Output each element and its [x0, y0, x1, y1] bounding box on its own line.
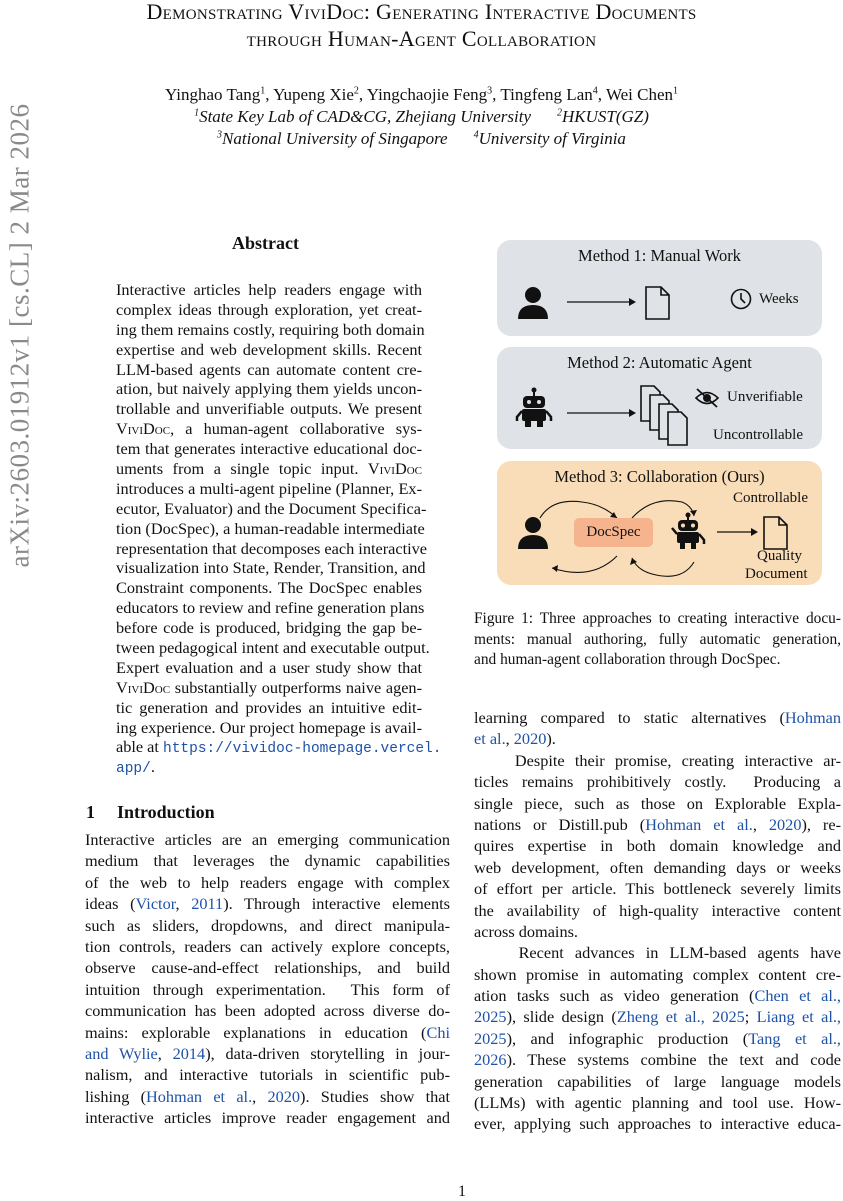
author-name: Yupeng Xie — [273, 85, 354, 104]
text-line — [116, 360, 422, 380]
arrow-icon — [567, 297, 637, 307]
text-run: visualization into State, Render, Transition, and — [116, 558, 426, 578]
text-line — [474, 878, 841, 899]
text-run: ). Through interactive elements — [223, 894, 450, 914]
author-name: Yinghao Tang — [164, 85, 261, 104]
text-run: nations or Distill.pub ( — [474, 814, 646, 834]
text-line — [116, 638, 430, 658]
text-line — [474, 707, 841, 728]
person-icon — [517, 286, 551, 320]
text-run: ), slide design ( — [506, 1007, 617, 1027]
title-line-2: through Human-Agent Collaboration — [246, 26, 597, 51]
text-run: Interactive articles help readers engage with — [116, 280, 422, 299]
document-icon — [763, 516, 789, 550]
text-line — [85, 872, 450, 893]
text-line — [116, 658, 422, 678]
text-line — [474, 750, 841, 771]
arxiv-stamp: arXiv:2603.01912v1 [cs.CL] 2 Mar 2026 — [4, 103, 35, 568]
text-run: ments: manual authoring, fully automatic generation, — [474, 630, 841, 648]
method-3-title: Method 3: Collaboration (Ours) — [554, 467, 765, 486]
text-run: ing experience. Our project homepage is avail- — [116, 717, 422, 737]
text-run: learning compared to static alternatives ( — [474, 708, 785, 727]
text-run: tion controls, readers can actively explore concepts, — [85, 936, 450, 956]
text-run: communication has been adopted across diverse do- — [85, 1001, 450, 1021]
text-line — [474, 1028, 841, 1049]
affiliation-marker: 4 — [473, 129, 479, 141]
text-line — [474, 942, 841, 963]
text-line — [474, 900, 841, 921]
text-run: Figure 1: Three approaches to creating interactive docu- — [474, 610, 841, 627]
text-line — [116, 439, 422, 459]
text-run: the availability of high-quality interactive content — [474, 900, 841, 920]
arrow-icon — [567, 408, 637, 418]
author-block — [0, 84, 843, 150]
text-line — [116, 399, 422, 419]
text-run: substantially outperforms naive agen- — [170, 677, 422, 697]
text-line — [116, 578, 422, 598]
system-name: ViviDoc — [116, 419, 171, 439]
person-icon — [517, 516, 551, 550]
text-line — [85, 1043, 450, 1064]
text-run: lishing ( — [85, 1086, 146, 1106]
text-run: interactive articles improve reader engagement and — [85, 1108, 450, 1128]
citation-link[interactable]: 2011 — [191, 894, 224, 914]
text-run: tic generation and provides an intuitive edit- — [116, 697, 422, 717]
text-run: before code is produced, bridging the gap be- — [116, 618, 422, 638]
author-affiliation-marker: 1 — [260, 85, 266, 97]
text-run: tem that generates interactive educational doc- — [116, 439, 422, 459]
text-line — [85, 979, 450, 1000]
text-run: LLM-based agents can automate content cre- — [116, 359, 422, 379]
text-line — [116, 678, 422, 698]
citation-link[interactable]: et al. — [474, 729, 506, 749]
text-run: generation capabilities of large language models — [474, 1071, 841, 1091]
text-line — [474, 609, 841, 630]
citation-link[interactable]: Chen et al., — [754, 986, 841, 1006]
right-column-body — [474, 707, 841, 1135]
method-2-panel — [497, 347, 822, 449]
affiliation-marker: 2 — [557, 107, 563, 119]
text-line — [116, 300, 422, 320]
robot-icon — [670, 512, 706, 552]
text-run: uments from a single topic input. — [116, 459, 368, 479]
text-line — [116, 459, 422, 479]
text-run: trollable and unverifiable outputs. We present — [116, 399, 422, 419]
text-run: ). Studies show that — [300, 1086, 451, 1106]
text-line — [116, 718, 422, 738]
page-number: 1 — [458, 1183, 466, 1200]
text-run: (LLMs) with agentic planning and tool use. How- — [474, 1093, 841, 1113]
text-line — [116, 280, 422, 300]
text-run: across domains. — [474, 921, 578, 941]
text-run: ; — [744, 1007, 757, 1027]
text-run: . — [150, 757, 155, 777]
text-line — [85, 936, 450, 957]
document-label: Document — [745, 566, 808, 582]
text-run: complex ideas through exploration, yet creat- — [116, 299, 422, 319]
introduction-body — [85, 829, 450, 1128]
method-2-title: Method 2: Automatic Agent — [567, 353, 752, 372]
text-run: observe cause-and-effect relationships, and build — [85, 958, 450, 978]
text-line — [474, 985, 841, 1006]
robot-icon — [514, 387, 554, 429]
controllable-label: Controllable — [733, 490, 808, 506]
text-line — [85, 1107, 450, 1128]
citation-link[interactable]: 2020 — [267, 1086, 301, 1106]
text-line — [116, 538, 428, 559]
section-number: 1 — [86, 802, 95, 822]
text-line — [116, 618, 422, 638]
affiliation-name: HKUST(GZ) — [562, 107, 649, 126]
text-line — [474, 1113, 841, 1134]
text-run: such as sliders, dropdowns, and direct manipula- — [85, 915, 450, 935]
text-line — [474, 1092, 841, 1113]
text-line — [116, 757, 422, 777]
text-line — [116, 319, 425, 340]
section-heading-introduction — [86, 802, 215, 823]
author-name: Tingfeng Lan — [500, 85, 593, 104]
text-run: ing them remains costly, requiring both domain — [116, 319, 425, 339]
citation-link[interactable]: and Wylie — [85, 1043, 158, 1063]
arrow-icon — [717, 527, 759, 537]
text-line — [116, 340, 422, 360]
text-line — [116, 419, 422, 439]
document-icon — [645, 286, 671, 320]
citation-link[interactable]: 2026 — [474, 1050, 507, 1070]
text-run: , — [252, 1086, 268, 1106]
text-run: ), and infographic production ( — [506, 1028, 749, 1048]
text-run: tween pedagogical intent and executable output. — [116, 638, 430, 658]
text-line — [116, 518, 425, 539]
system-name: ViviDoc — [367, 459, 422, 479]
text-run: introduces a multi-agent pipeline (Planner, Ex- — [116, 478, 422, 498]
method-3-panel — [497, 461, 822, 585]
text-run: ation, but naively applying them yields uncon- — [116, 379, 422, 399]
affiliations-line-2 — [0, 128, 843, 150]
citation-link[interactable]: Zheng et al., 2025 — [616, 1007, 745, 1027]
text-line — [474, 835, 841, 856]
author-name: Wei Chen — [605, 85, 674, 104]
text-run: , — [505, 729, 514, 749]
unverifiable-label: Unverifiable — [727, 389, 803, 405]
citation-link[interactable]: 2025 — [474, 1007, 507, 1027]
citation-link[interactable]: Hohman et al. — [146, 1086, 253, 1106]
citation-link[interactable]: Chi — [426, 1022, 450, 1042]
system-name: ViviDoc — [116, 677, 171, 697]
citation-link[interactable]: 2025 — [474, 1028, 507, 1048]
text-line — [85, 850, 450, 871]
text-run: ation tasks such as video generation ( — [474, 986, 755, 1006]
text-run: quires expertise in both domain knowledge and — [474, 836, 841, 856]
text-run: educators to review and refine generation plans — [116, 598, 425, 618]
uncontrollable-label: Uncontrollable — [713, 427, 803, 443]
author-list: Yinghao Tang$^1$, Yupeng Xie$^2$, Yingchaojie Feng$^3$, Tingfeng Lan$^4$, Wei Chen$^1$ — [164, 85, 679, 104]
citation-link[interactable]: Hohman et al. — [645, 814, 753, 834]
homepage-url-link[interactable]: app/ — [116, 761, 151, 778]
text-line — [474, 1006, 841, 1027]
text-run: ). — [546, 729, 556, 749]
text-line — [474, 921, 841, 942]
text-line — [474, 814, 841, 835]
clock-icon — [730, 288, 752, 310]
text-run: Despite their promise, creating interactive ar- — [474, 750, 841, 770]
text-run: shown promise in automating complex content cre- — [474, 964, 841, 984]
method-1-title: Method 1: Manual Work — [578, 246, 741, 265]
text-line — [116, 498, 427, 519]
citation-link[interactable]: Liang et al., — [756, 1007, 841, 1027]
text-line — [85, 893, 450, 914]
text-run: ), data-driven storytelling in jour- — [205, 1043, 451, 1063]
eye-slash-icon — [694, 387, 720, 409]
affiliation-name: University of Virginia — [478, 129, 626, 148]
text-run: , — [175, 894, 192, 914]
figure-1-caption — [474, 609, 841, 671]
text-run: ). These systems combine the text and code — [506, 1050, 841, 1070]
text-line — [474, 857, 841, 878]
text-run: able at — [116, 737, 164, 757]
text-line — [116, 698, 422, 718]
text-run: ever, applying such approaches to interactive educa- — [474, 1114, 841, 1134]
text-run: of effort per article. This bottleneck severely limits — [474, 879, 841, 899]
text-line — [85, 1064, 450, 1085]
text-run: mains: explorable explanations in education ( — [85, 1022, 427, 1042]
section-title: Introduction — [117, 802, 215, 822]
author-affiliation-marker: 4 — [592, 85, 598, 97]
text-line — [116, 479, 422, 499]
text-line — [474, 771, 841, 792]
citation-link[interactable]: Victor — [135, 894, 176, 914]
text-run: medium that leverages the dynamic capabilities — [85, 851, 450, 871]
text-line — [474, 630, 841, 651]
text-line — [85, 957, 450, 978]
text-run: web development, often demanding days or weeks — [474, 857, 841, 877]
text-run: ticles remains prohibitively costly. Producing a — [474, 772, 841, 792]
text-run: nalism, and interactive tutorials in scientific pub- — [85, 1065, 450, 1085]
text-line — [85, 1086, 450, 1107]
affiliation-name: National University of Singapore — [222, 129, 448, 148]
citation-link[interactable]: 2020 — [513, 729, 547, 749]
text-run: tion (DocSpec), a human-readable intermediate — [116, 518, 425, 538]
multiple-documents-icon — [640, 385, 700, 447]
text-run: Expert evaluation and a user study show that — [116, 657, 422, 677]
text-run: , — [157, 1043, 173, 1063]
method-1-panel — [497, 240, 822, 336]
text-line — [85, 915, 450, 936]
text-line — [85, 829, 450, 850]
docspec-box: DocSpec — [574, 518, 653, 547]
text-line — [474, 964, 841, 985]
affiliation-name: State Key Lab of CAD&CG, Zhejiang University — [199, 107, 532, 126]
text-line — [85, 1022, 450, 1043]
text-run: , a human-agent collaborative sys- — [170, 419, 422, 439]
text-run: Interactive articles are an emerging communication — [85, 830, 450, 849]
text-run: of the web to help readers engage with complex — [85, 872, 450, 892]
text-line — [474, 650, 841, 671]
text-line — [116, 598, 425, 618]
text-run: representation that decomposes each interactive — [116, 538, 428, 558]
author-affiliation-marker: 1 — [673, 85, 679, 97]
text-line — [474, 1071, 841, 1092]
citation-link[interactable]: 2014 — [172, 1043, 206, 1063]
text-line — [474, 1049, 841, 1070]
text-run: , — [752, 814, 769, 834]
text-run: Constraint components. The DocSpec enables — [116, 578, 422, 598]
quality-label: Quality — [757, 548, 802, 564]
text-line — [116, 737, 442, 758]
text-line — [474, 728, 841, 749]
title-line-1: Demonstrating ViviDoc: Generating Interactive Documents — [146, 0, 697, 24]
abstract-heading: Abstract — [232, 233, 299, 253]
text-line — [116, 379, 422, 399]
text-line — [116, 558, 426, 578]
citation-link[interactable]: 2020 — [768, 814, 802, 834]
text-run: and human-agent collaboration through DocSpec. — [474, 651, 781, 668]
affiliations-line-1 — [0, 106, 843, 128]
affiliation-marker: 3 — [217, 129, 223, 141]
text-run: ), re- — [801, 814, 842, 834]
author-affiliation-marker: 2 — [353, 85, 359, 97]
abstract-body — [116, 280, 442, 778]
text-run: single piece, such as those on Explorable Expla- — [474, 793, 841, 813]
text-line — [85, 1000, 450, 1021]
author-name: Yingchaojie Feng — [366, 85, 488, 104]
text-run: Recent advances in LLM-based agents have — [474, 943, 841, 963]
homepage-url-link[interactable]: https://vividoc-homepage.vercel. — [163, 741, 442, 758]
text-run: ideas ( — [85, 894, 136, 914]
citation-link[interactable]: Tang et al., — [748, 1028, 841, 1048]
citation-link[interactable]: Hohman — [784, 708, 841, 727]
text-line — [474, 793, 841, 814]
author-affiliation-marker: 3 — [487, 85, 493, 97]
text-run: intuition through experimentation. This form of — [85, 979, 450, 999]
text-run: ecutor, Evaluator) and the Document Specifica- — [116, 498, 427, 518]
text-run: expertise and web development skills. Recent — [116, 339, 422, 359]
weeks-label: Weeks — [759, 291, 799, 307]
affiliation-marker: 1 — [194, 107, 200, 119]
